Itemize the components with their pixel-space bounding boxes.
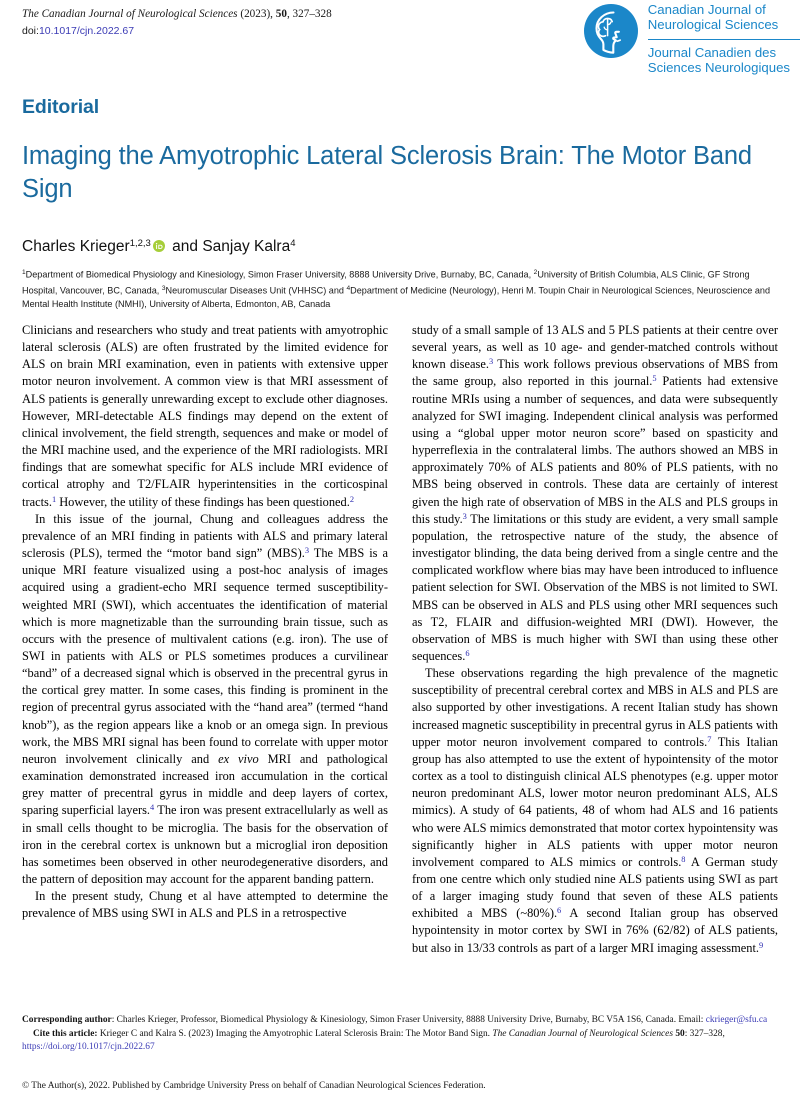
italic-text: ex vivo [218,751,259,766]
body-paragraph [412,322,778,665]
author-1-affil-markers: 1,2,3 [129,238,151,249]
cite-this-article-note [22,1028,778,1055]
orcid-id-icon[interactable] [153,240,165,252]
corresponding-author-text: : Charles Krieger, Professor, Biomedical Physiology & Kinesiology, Simon Fraser University, 8888 University Drive, Burnaby, BC V5A 1S6, Canada. Email: [111,1015,706,1025]
body-column-right [412,322,778,957]
corresponding-author-email[interactable]: ckrieger@sfu.ca [705,1015,768,1025]
body-paragraph [22,511,388,888]
logo-divider-bar [648,39,800,41]
affiliation-marker: 4 [346,284,351,292]
corresponding-author-note [22,1014,778,1028]
doi-label: doi: [22,25,39,37]
reference-marker[interactable]: 2 [349,494,355,504]
body-text: The iron was present extracellularly as well as in small cells thought to be microglia. The basis for the observation of iron in the cerebral cortex is unknown but a microglial iron deposition has sometimes been observed in other neurodegenerative disorders, and the pattern of deposition may account for the apparent banding pattern. [22,803,388,886]
affiliation-marker: 1 [22,269,26,277]
page-title: Imaging the Amyotrophic Lateral Sclerosis Brain: The Motor Band Sign [22,142,752,203]
body-paragraph [412,665,778,957]
cite-pages: : 327–328, [684,1028,725,1039]
reference-marker[interactable]: 3 [462,511,467,521]
journal-logo [583,2,790,75]
affiliation-marker: 2 [533,269,538,277]
section-kicker: Editorial [22,96,100,118]
doi-link[interactable]: 10.1017/cjn.2022.67 [38,25,135,37]
reference-marker[interactable]: 5 [652,374,657,384]
body-paragraph [22,888,388,922]
affiliations: $^1$Department of Biomedical Physiology and Kinesiology, Simon Fraser University, 8888 University Drive, Burnaby, BC, Canada, $^2$University of British Columbia, ALS Clinic, GF Strong Hospital, Vancouver, BC, Canada, $^3$Neuromuscular Diseases Unit (VHHSC) and $^4$Department of Medicine (Neurology), Henri M. Toupin Chair in Neurological Sciences, Neuroscience and Mental Health Institute (NMHI), University of Alberta, Edmonton, AB, Canada [22,269,771,310]
journal-volume: 50 [275,8,287,20]
body-text: This work follows previous observations of MBS from the same group, also reported in this journal. [412,357,778,389]
cite-doi-link[interactable]: https://doi.org/10.1017/cjn.2022.67 [22,1042,155,1053]
reference-marker[interactable]: 8 [681,854,686,864]
body-text: In the present study, Chung et al have attempted to determine the prevalence of MBS using SWI in ALS and PLS in a retrospective [22,889,388,921]
cite-text: Krieger C and Kalra S. (2023) Imaging the Amyotrophic Lateral Sclerosis Brain: The Motor Band Sign. [97,1028,493,1039]
cite-label: Cite this article: [33,1028,98,1039]
logo-line-fr-2: Sciences Neurologiques [647,59,790,75]
logo-divider [648,35,790,44]
author-list [22,234,778,257]
cite-volume: 50 [673,1028,685,1039]
reference-marker[interactable]: 6 [465,648,470,658]
article-body [22,322,778,957]
reference-marker[interactable]: 9 [759,940,764,950]
body-text: This Italian group has also attempted to use the extent of hypointensity of the motor cortex as a tool to distinguish clinical ALS phenotypes (e.g. upper motor neuron predominant ALS, lower motor neuron predominant ALS, ALS mimics). A study of 64 patients, 48 of whom had ALS and 16 patients who were ALS mimics demonstrated that motor cortex hypointensity was significantly higher in ALS patients with upper motor neuron involvement compared to ALS mimics or controls. [412,734,778,869]
body-text: A German study from one centre which only studied nine ALS patients using SWI as part of a larger imaging study found that seven of these ALS patients exhibited a MBS (~80%). [412,854,778,921]
journal-logo-text [648,2,790,75]
body-text: The limitations or this study are evident, a very small sample population, the retrospective nature of the study, the absence of investigator blinding, the data being derived from a single centre and the complicated workflow where bias may have been introduced to influence patient selection for SWI. Observation of the MBS is not limited to SWI. MBS can be observed in ALS and PLS using other MRI sequences such as T2, FLAIR and diffusion-weighted MRI (DWI). However, the observation of MBS is much higher with SWI than using these other sequences. [412,511,778,663]
journal-year: (2023), [237,8,276,20]
reference-marker[interactable]: 3 [488,357,494,367]
journal-pages: , 327–328 [286,8,332,20]
author-name-1: Charles Krieger [22,238,130,256]
copyright-notice: © The Author(s), 2022. Published by Cambridge University Press on behalf of Canadian Neurological Sciences Federation. [22,1081,486,1091]
body-text: However, the utility of these findings has been questioned. [56,494,350,509]
body-paragraph [22,322,388,511]
reference-marker[interactable]: 3 [304,545,309,555]
logo-line-en-1: Canadian Journal of [647,2,766,17]
body-text: Clinicians and researchers who study and treat patients with amyotrophic lateral sclerosis (ALS) are often frustrated by the limited evidence for ALS on brain MRI examination, even in patients with extensive upper motor neuron involvement. A common view is that MRI assessment of ALS patients is generally unrewarding except to exclude other diagnoses. However, MRI-detectable ALS findings may depend on the extent of clinical involvement, the field strength, sequences and make or model of the MRI machine used, and the experience of the MRI radiologists. MRI findings that are somewhat specific for ALS include MRI evidence of cortical atrophy and T2/FLAIR hyperintensities in the corticospinal tracts. [22,323,388,509]
reference-marker[interactable]: 6 [557,906,562,916]
author-2-affil-markers: 4 [290,238,296,249]
author-name-2: Sanjay Kalra [202,238,291,256]
logo-line-fr-1: Journal Canadien des [647,44,777,60]
body-text: A second Italian group has observed hypointensity in motor cortex by SWI in 76% (62/82) of ALS patients, but also in 13/33 controls as part of a larger MRI imaging assessment. [412,906,779,955]
logo-line-en-2: Neurological Sciences [647,17,779,33]
author-conjunction: and [167,238,203,256]
reference-marker[interactable]: 4 [150,803,155,813]
brain-head-logo-icon [583,3,639,59]
corresponding-author-label: Corresponding author [22,1015,112,1025]
reference-marker[interactable]: 1 [51,494,57,504]
body-column-left [22,322,388,957]
body-text: In this issue of the journal, Chung and colleagues address the prevalence of an MRI finding in patients with ALS and primary lateral sclerosis (PLS), termed the “motor band sign” (MBS). [22,511,388,561]
body-text: Patients had extensive routine MRIs using a number of sequences, and data were subsequently analyzed for SWI imaging. Independent clinical analysis was performed using a “global upper motor neuron score” based on spasticity and hyperreflexia in the contralateral limbs. The authors showed an MBS in approximately 70% of ALS patients and 80% of PLS patients, with no MBS being observed in controls. These data are certainly of interest given the high rate of observation of MBS in the ALS and PLS groups in this study. [412,374,778,526]
article-footnotes [22,1014,778,1055]
body-text: These observations regarding the high prevalence of the magnetic susceptibility of precentral cerebral cortex and MBS in ALS and PLS are also supported by other investigations. A recent Italian study has shown increased magnetic susceptibility in precentral gyrus in ALS patients with upper motor neuron involvement compared to controls. [412,666,778,749]
body-text: study of a small sample of 13 ALS and 5 PLS patients at their centre over several years, as well as 10 age- and gender-matched controls without known disease. [412,323,778,372]
cite-journal-name: The Canadian Journal of Neurological Sciences [492,1028,673,1039]
masthead [0,0,800,92]
reference-marker[interactable]: 7 [707,734,712,744]
journal-name: The Canadian Journal of Neurological Sciences [22,8,238,20]
body-text: MRI and pathological examination demonstrated increased iron accumulation in the cortical grey matter of precentral gyrus in middle and deep layers of cortex, sparing superficial layers. [22,751,389,818]
affiliation-marker: 3 [161,284,166,292]
body-text: The MBS is a unique MRI feature visualized using a post-hoc analysis of images acquired using a gradient-echo MRI sequence termed susceptibility-weighted MRI (SWI), which accentuates the identification of material which is more magnetizable than the surrounding brain tissue, such as occurs with the presence of multivalent cations (e.g. iron). The use of SWI in patients with ALS or PLS sometimes produces a curvilinear “band” of a decreased signal which is observed in the precentral gyrus in the cortical grey matter. In some cases, this finding is prominent in the region of precentral gyrus associated with the “hand area” (termed “hand knob”), as the region appears like a knob or an omega sign. In previous work, the MBS MRI signal has been found to correlate with upper motor neuron involvement clinically and [22,546,388,766]
